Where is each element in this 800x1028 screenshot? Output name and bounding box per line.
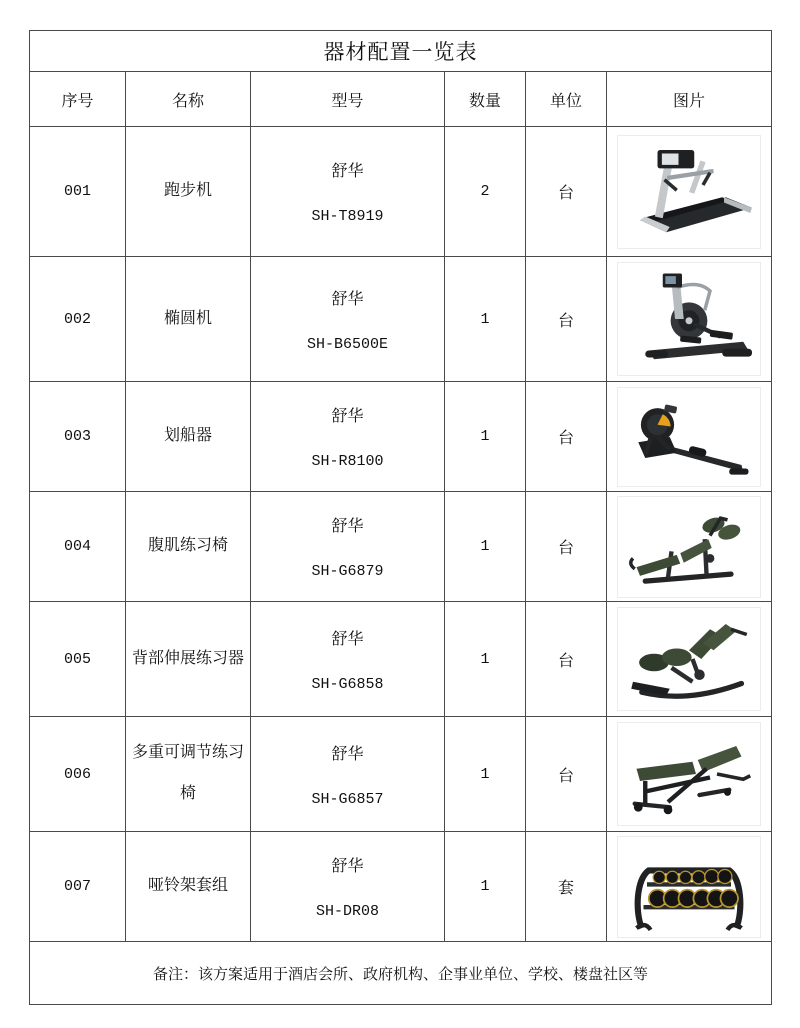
- brand-label: 舒华: [331, 518, 364, 535]
- name-cell: 哑铃架套组: [126, 832, 251, 942]
- unit-cell: 套: [526, 832, 607, 942]
- model-cell: [251, 382, 445, 492]
- qty-cell: 2: [445, 127, 526, 257]
- model-label: SH-T8919: [311, 208, 384, 225]
- brand-label: 舒华: [331, 630, 364, 648]
- model-label: SH-G6858: [311, 675, 384, 693]
- qty-cell: 1: [445, 717, 526, 832]
- ab-bench-image: [617, 496, 761, 598]
- brand-label: 舒华: [331, 408, 364, 425]
- name-cell: 腹肌练习椅: [126, 492, 251, 602]
- picture-cell: [607, 382, 772, 492]
- brand-label: 舒华: [331, 290, 364, 308]
- unit-cell: 台: [526, 257, 607, 382]
- footer-row: [30, 942, 772, 1005]
- model-cell: [251, 602, 445, 717]
- unit-cell: 台: [526, 382, 607, 492]
- name-cell: 跑步机: [126, 127, 251, 257]
- table-row: [30, 717, 772, 832]
- page-title: 器材配置一览表: [30, 31, 772, 72]
- col-header-name: 名称: [126, 72, 251, 127]
- qty-cell: 1: [445, 382, 526, 492]
- col-header-model: 型号: [251, 72, 445, 127]
- model-label: SH-DR08: [315, 903, 379, 920]
- model-label: SH-B6500E: [306, 335, 388, 353]
- name-cell: 划船器: [126, 382, 251, 492]
- model-cell: [251, 717, 445, 832]
- serial-cell: 004: [30, 492, 126, 602]
- qty-cell: 1: [445, 492, 526, 602]
- model-label: SH-G6879: [311, 563, 384, 580]
- back-extension-image: [617, 607, 761, 711]
- model-label: SH-R8100: [311, 453, 384, 470]
- table-row: [30, 492, 772, 602]
- unit-cell: 台: [526, 492, 607, 602]
- qty-cell: 1: [445, 832, 526, 942]
- col-header-picture: 图片: [607, 72, 772, 127]
- picture-cell: [607, 257, 772, 382]
- qty-cell: 1: [445, 602, 526, 717]
- header-row: [30, 72, 772, 127]
- name-cell: 多重可调节练习椅: [126, 717, 251, 832]
- table-row: [30, 257, 772, 382]
- model-label: SH-G6857: [311, 790, 384, 808]
- picture-cell: [607, 717, 772, 832]
- model-cell: [251, 492, 445, 602]
- treadmill-image: [617, 135, 761, 249]
- serial-cell: 001: [30, 127, 126, 257]
- serial-cell: 003: [30, 382, 126, 492]
- table-row: [30, 382, 772, 492]
- title-row: [30, 31, 772, 72]
- table-row: [30, 832, 772, 942]
- brand-label: 舒华: [331, 745, 364, 763]
- footer-note: 备注：该方案适用于酒店会所、政府机构、企事业单位、学校、楼盘社区等: [30, 942, 772, 1005]
- model-cell: [251, 832, 445, 942]
- serial-cell: 002: [30, 257, 126, 382]
- serial-cell: 006: [30, 717, 126, 832]
- qty-cell: 1: [445, 257, 526, 382]
- adjustable-bench-image: [617, 722, 761, 826]
- table-row: [30, 602, 772, 717]
- model-cell: [251, 127, 445, 257]
- model-cell: [251, 257, 445, 382]
- serial-cell: 005: [30, 602, 126, 717]
- dumbbell-rack-image: [617, 836, 761, 938]
- equipment-table: [29, 30, 772, 1005]
- unit-cell: 台: [526, 717, 607, 832]
- picture-cell: [607, 492, 772, 602]
- unit-cell: 台: [526, 602, 607, 717]
- name-cell: 背部伸展练习器: [126, 602, 251, 717]
- elliptical-image: [617, 262, 761, 376]
- brand-label: 舒华: [331, 858, 364, 875]
- rower-image: [617, 387, 761, 487]
- col-header-unit: 单位: [526, 72, 607, 127]
- picture-cell: [607, 602, 772, 717]
- unit-cell: 台: [526, 127, 607, 257]
- col-header-serial: 序号: [30, 72, 126, 127]
- col-header-qty: 数量: [445, 72, 526, 127]
- serial-cell: 007: [30, 832, 126, 942]
- brand-label: 舒华: [331, 163, 364, 180]
- table-row: [30, 127, 772, 257]
- name-cell: 椭圆机: [126, 257, 251, 382]
- picture-cell: [607, 832, 772, 942]
- picture-cell: [607, 127, 772, 257]
